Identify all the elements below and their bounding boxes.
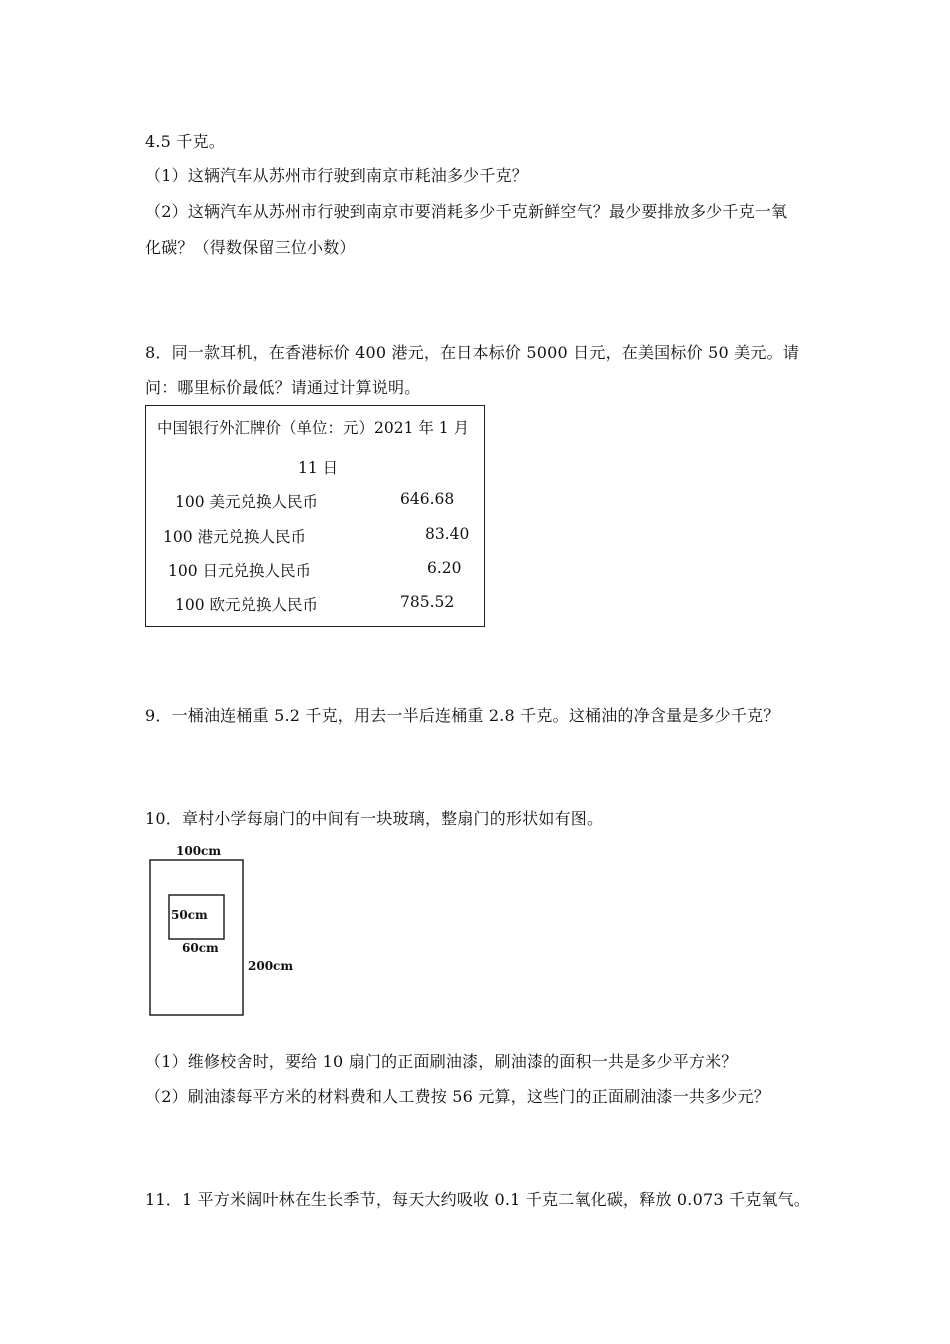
- q7-continuation: 4.5 千克。: [145, 132, 225, 151]
- q8-text-line1: 8．同一款耳机，在香港标价 400 港元，在日本标价 5000 日元，在美国标价 50 美元。请: [145, 343, 799, 362]
- q10-sub2: （2）刷油漆每平方米的材料费和人工费按 56 元算，这些门的正面刷油漆一共多少元？: [145, 1087, 770, 1106]
- glass-width-label: 60cm: [182, 941, 219, 955]
- q7-sub1: （1）这辆汽车从苏州市行驶到南京市耗油多少千克？: [145, 166, 528, 185]
- door-width-label: 100cm: [176, 844, 222, 858]
- q8-text-line2: 问：哪里标价最低？请通过计算说明。: [145, 378, 421, 397]
- table-row-label: 100 美元兑换人民币: [175, 493, 319, 511]
- door-outline: [150, 860, 243, 1015]
- door-diagram: [140, 840, 310, 1020]
- q10-text: 10．章村小学每扇门的中间有一块玻璃，整扇门的形状如有图。: [145, 809, 604, 828]
- table-row-label: 100 欧元兑换人民币: [175, 596, 319, 614]
- q7-sub2-line2: 化碳？（得数保留三位小数）: [145, 238, 356, 257]
- table-row-value: 6.20: [427, 559, 462, 577]
- q7-sub2-line1: （2）这辆汽车从苏州市行驶到南京市要消耗多少千克新鲜空气？最少要排放多少千克一氧: [145, 202, 788, 221]
- q10-sub1: （1）维修校舍时，要给 10 扇门的正面刷油漆，刷油漆的面积一共是多少平方米？: [145, 1052, 738, 1071]
- q9-text: 9．一桶油连桶重 5.2 千克，用去一半后连桶重 2.8 千克。这桶油的净含量是多少千克？: [145, 706, 780, 725]
- glass-height-label: 50cm: [171, 908, 208, 922]
- exchange-rate-table: [145, 405, 485, 627]
- door-height-label: 200cm: [248, 959, 294, 973]
- table-row-label: 100 日元兑换人民币: [168, 562, 312, 580]
- table-row-value: 646.68: [400, 490, 455, 508]
- table-row-value: 785.52: [400, 593, 455, 611]
- table-row-label: 100 港元兑换人民币: [163, 528, 307, 546]
- table-row-value: 83.40: [425, 525, 470, 543]
- table-title-line2: 11 日: [298, 459, 339, 477]
- q11-text: 11．1 平方米阔叶林在生长季节，每天大约吸收 0.1 千克二氧化碳，释放 0.073 千克氧气。: [145, 1190, 811, 1209]
- table-title-line1: 中国银行外汇牌价（单位：元）2021 年 1 月: [157, 419, 470, 437]
